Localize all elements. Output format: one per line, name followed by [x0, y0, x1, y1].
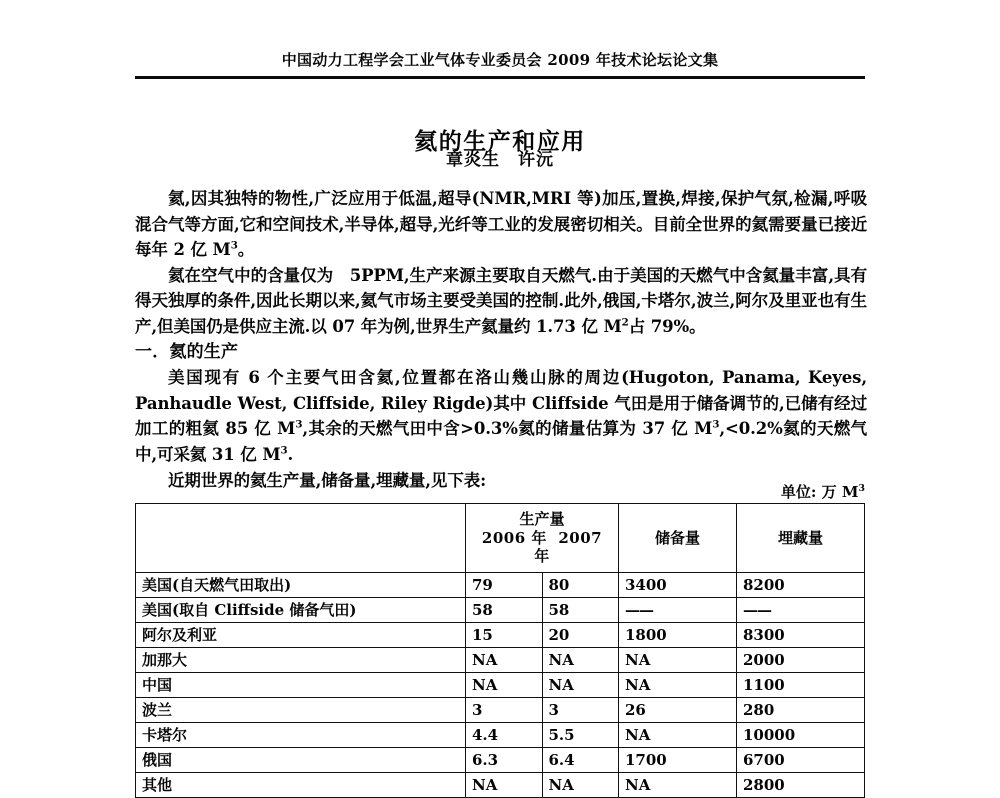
table-header	[136, 504, 865, 573]
table-header-row	[136, 504, 865, 573]
paragraph-2-superscript: 2	[621, 316, 629, 329]
cell-deposit: 8300	[737, 623, 865, 648]
cell-production-2006: NA	[466, 673, 543, 698]
paragraph-1-text: 氦,因其独特的物性,广泛应用于低温,超导(NMR,MRI 等)加压,置换,焊接,保护气氛,检漏,呼吸混合气等方面,它和空间技术,半导体,超导,光纤等工业的发展密切相关。目前全世界的氦需要量已接近每年 2 亿 M	[135, 189, 867, 260]
table-row	[136, 673, 865, 698]
cell-deposit: 8200	[737, 573, 865, 598]
cell-production-2007: NA	[542, 648, 619, 673]
cell-country-name: 中国	[136, 673, 466, 698]
cell-production-2006: NA	[466, 773, 543, 798]
paragraph-2-text: 氦在空气中的含量仅为 5PPM,生产来源主要取自天燃气.由于美国的天燃气中含氦量丰富,具有得天独厚的条件,因此长期以来,氦气市场主要受美国的控制.此外,俄国,卡塔尔,波兰,阿尔及里亚也有生产,但美国仍是供应主流.以 07 年为例,世界生产氦量约 1.73 亿 M	[135, 265, 867, 336]
cell-deposit: 2800	[737, 773, 865, 798]
body-text	[135, 186, 867, 493]
cell-production-2007: 6.4	[542, 748, 619, 773]
cell-country-name: 美国(自天燃气田取出)	[136, 573, 466, 598]
column-header-year-2006: 2006 年	[481, 528, 547, 547]
cell-country-name: 俄国	[136, 748, 466, 773]
paragraph-1-tail: 。	[237, 240, 255, 260]
cell-reserve: NA	[619, 723, 737, 748]
page-title: 氦的生产和应用	[414, 128, 586, 156]
cell-production-2006: 15	[466, 623, 543, 648]
paragraph-3-superscript-1: 3	[295, 418, 303, 431]
cell-country-name: 阿尔及利亚	[136, 623, 466, 648]
cell-production-2007: NA	[542, 773, 619, 798]
cell-production-2006: 6.3	[466, 748, 543, 773]
table-row	[136, 748, 865, 773]
cell-reserve: 3400	[619, 573, 737, 598]
author-line: 章炎生 许沅	[446, 150, 554, 170]
table-row	[136, 648, 865, 673]
paragraph-1-superscript: 3	[230, 239, 238, 252]
cell-country-name: 加那大	[136, 648, 466, 673]
paragraph-2-tail: 占 79%。	[628, 316, 706, 336]
helium-statistics-table	[135, 503, 865, 798]
table-row	[136, 723, 865, 748]
column-header-name	[136, 504, 466, 573]
column-header-year-2007: 2007 年	[534, 528, 603, 566]
cell-deposit: 6700	[737, 748, 865, 773]
cell-reserve: NA	[619, 648, 737, 673]
paragraph-3-part-b: ,其余的天燃气田中含>0.3%氦的储量估算为 37 亿 M	[302, 419, 713, 439]
paragraph-3-superscript-3: 3	[280, 444, 288, 457]
paragraph-1	[135, 186, 867, 263]
paragraph-3-part-c: ,<0.2%氦的天燃气中,可采氦 31 亿 M	[135, 419, 867, 464]
paragraph-3-part-a: 美国现有 6 个主要气田含氦,位置都在洛山幾山脉的周边(Hugoton, Panama, Keyes, Panhaudle West, Cliffside, Riley Rigde)其中 Cliffside 气田是用于储备调节的,已储有经过加工的粗氦 85 亿 M	[135, 368, 867, 439]
cell-deposit: 10000	[737, 723, 865, 748]
cell-deposit: ——	[737, 598, 865, 623]
cell-production-2007: 3	[542, 698, 619, 723]
cell-production-2007: 5.5	[542, 723, 619, 748]
cell-production-2007: 58	[542, 598, 619, 623]
cell-reserve: 1700	[619, 748, 737, 773]
paragraph-3	[135, 365, 867, 467]
cell-production-2006: 58	[466, 598, 543, 623]
column-header-production-label: 生产量	[519, 509, 565, 528]
cell-country-name: 波兰	[136, 698, 466, 723]
running-header: 中国动力工程学会工业气体专业委员会 2009 年技术论坛论文集	[281, 51, 719, 69]
cell-reserve: NA	[619, 773, 737, 798]
table-row	[136, 773, 865, 798]
cell-production-2006: 79	[466, 573, 543, 598]
column-header-reserve: 储备量	[619, 504, 737, 573]
header-rule	[135, 76, 865, 79]
column-header-production-group	[466, 504, 619, 573]
paragraph-3-part-d: .	[287, 444, 294, 464]
table-unit-note	[135, 481, 865, 502]
cell-country-name: 卡塔尔	[136, 723, 466, 748]
paragraph-3-superscript-2: 3	[712, 418, 720, 431]
table-row	[136, 698, 865, 723]
cell-production-2006: NA	[466, 648, 543, 673]
table-row	[136, 598, 865, 623]
column-header-deposit: 埋藏量	[737, 504, 865, 573]
cell-deposit: 280	[737, 698, 865, 723]
paragraph-4-text: 近期世界的氦生产量,储备量,埋藏量,见下表:	[168, 470, 487, 490]
paragraph-2	[135, 263, 867, 340]
table-body	[136, 573, 865, 798]
cell-country-name: 其他	[136, 773, 466, 798]
cell-production-2007: NA	[542, 673, 619, 698]
cell-production-2006: 3	[466, 698, 543, 723]
table-row	[136, 573, 865, 598]
column-header-years	[472, 529, 612, 567]
cell-production-2006: 4.4	[466, 723, 543, 748]
cell-reserve: 1800	[619, 623, 737, 648]
table-row	[136, 623, 865, 648]
cell-reserve: NA	[619, 673, 737, 698]
cell-production-2007: 20	[542, 623, 619, 648]
helium-statistics-table-wrapper	[135, 503, 865, 798]
cell-deposit: 1100	[737, 673, 865, 698]
cell-country-name: 美国(取自 Cliffside 储备气田)	[136, 598, 466, 623]
cell-production-2007: 80	[542, 573, 619, 598]
cell-deposit: 2000	[737, 648, 865, 673]
table-unit-note-superscript: 3	[858, 483, 865, 494]
table-unit-note-text: 单位: 万 M	[780, 483, 859, 501]
cell-reserve: 26	[619, 698, 737, 723]
cell-reserve: ——	[619, 598, 737, 623]
section-heading-1: 一．氦的生产	[135, 341, 239, 362]
